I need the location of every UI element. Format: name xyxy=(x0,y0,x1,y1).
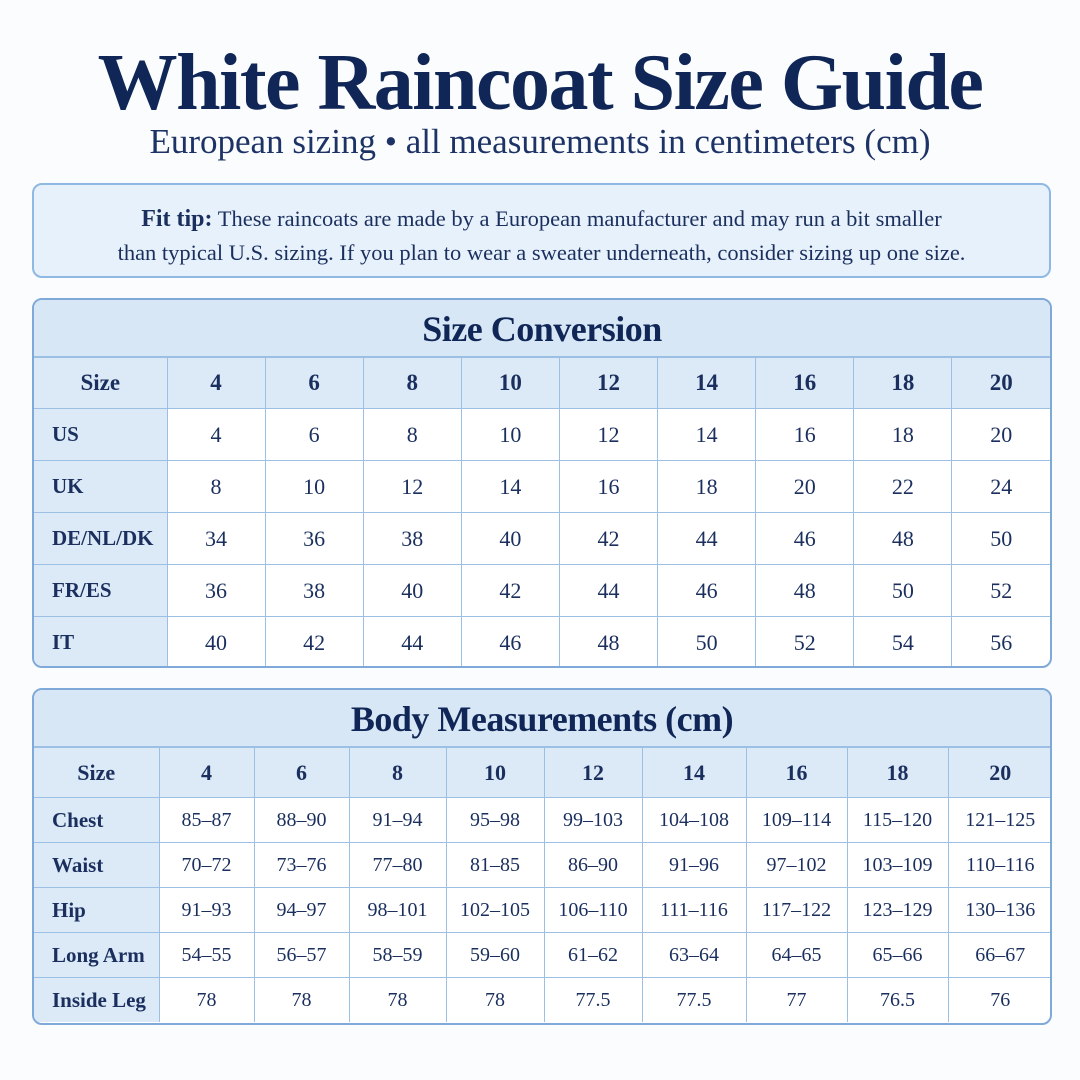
measurement-cell: 117–122 xyxy=(746,888,847,933)
measurement-cell: 88–90 xyxy=(254,798,349,843)
conversion-size-column-header: 16 xyxy=(756,358,854,409)
conversion-size-column-header: 14 xyxy=(658,358,756,409)
measurement-cell: 78 xyxy=(159,978,254,1023)
measurement-size-column-header: 20 xyxy=(948,748,1052,798)
conversion-cell: 54 xyxy=(854,617,952,669)
measurement-cell: 66–67 xyxy=(948,933,1052,978)
measurement-cell: 73–76 xyxy=(254,843,349,888)
conversion-row xyxy=(34,461,1050,513)
measurement-cell: 76.5 xyxy=(847,978,948,1023)
measurement-cell: 104–108 xyxy=(642,798,746,843)
measurement-size-column-header: 12 xyxy=(544,748,642,798)
conversion-row-label: FR/ES xyxy=(34,565,167,617)
conversion-cell: 14 xyxy=(461,461,559,513)
conversion-row xyxy=(34,617,1050,669)
conversion-cell: 6 xyxy=(265,409,363,461)
measurement-cell: 121–125 xyxy=(948,798,1052,843)
conversion-cell: 36 xyxy=(265,513,363,565)
conversion-cell: 10 xyxy=(265,461,363,513)
measurement-row xyxy=(34,888,1052,933)
measurement-cell: 63–64 xyxy=(642,933,746,978)
measurement-row-label: Chest xyxy=(34,798,159,843)
measurement-cell: 95–98 xyxy=(446,798,544,843)
conversion-row xyxy=(34,565,1050,617)
measurement-size-column-header: 8 xyxy=(349,748,446,798)
size-conversion-table xyxy=(34,358,1050,668)
conversion-cell: 12 xyxy=(363,461,461,513)
conversion-cell: 52 xyxy=(756,617,854,669)
conversion-header-row xyxy=(34,358,1050,409)
size-conversion-panel xyxy=(32,298,1052,668)
conversion-cell: 4 xyxy=(167,409,265,461)
measurement-size-column-header: 14 xyxy=(642,748,746,798)
conversion-cell: 36 xyxy=(167,565,265,617)
measurement-cell: 77.5 xyxy=(642,978,746,1023)
conversion-cell: 42 xyxy=(461,565,559,617)
measurement-cell: 65–66 xyxy=(847,933,948,978)
measurement-cell: 91–94 xyxy=(349,798,446,843)
conversion-cell: 20 xyxy=(756,461,854,513)
conversion-cell: 42 xyxy=(559,513,657,565)
conversion-size-column-header: 20 xyxy=(952,358,1050,409)
body-measurements-title: Body Measurements (cm) xyxy=(34,690,1050,748)
conversion-cell: 18 xyxy=(854,409,952,461)
measurement-cell: 98–101 xyxy=(349,888,446,933)
measurement-cell: 77–80 xyxy=(349,843,446,888)
measurement-cell: 123–129 xyxy=(847,888,948,933)
measurement-cell: 54–55 xyxy=(159,933,254,978)
body-measurements-table xyxy=(34,748,1052,1022)
conversion-size-column-header: 18 xyxy=(854,358,952,409)
conversion-cell: 48 xyxy=(854,513,952,565)
measurement-cell: 64–65 xyxy=(746,933,847,978)
conversion-row-label: IT xyxy=(34,617,167,669)
measurement-cell: 81–85 xyxy=(446,843,544,888)
conversion-cell: 46 xyxy=(461,617,559,669)
measurement-size-column-header: 16 xyxy=(746,748,847,798)
conversion-size-header: Size xyxy=(34,358,167,409)
conversion-cell: 8 xyxy=(167,461,265,513)
measurement-size-column-header: 18 xyxy=(847,748,948,798)
conversion-size-column-header: 10 xyxy=(461,358,559,409)
conversion-size-column-header: 8 xyxy=(363,358,461,409)
conversion-row xyxy=(34,409,1050,461)
conversion-cell: 50 xyxy=(952,513,1050,565)
size-conversion-title: Size Conversion xyxy=(34,300,1050,358)
measurement-cell: 59–60 xyxy=(446,933,544,978)
conversion-cell: 48 xyxy=(559,617,657,669)
measurement-cell: 106–110 xyxy=(544,888,642,933)
conversion-cell: 50 xyxy=(854,565,952,617)
measurement-header-row xyxy=(34,748,1052,798)
conversion-cell: 8 xyxy=(363,409,461,461)
measurement-cell: 61–62 xyxy=(544,933,642,978)
conversion-cell: 40 xyxy=(167,617,265,669)
conversion-cell: 44 xyxy=(559,565,657,617)
measurement-size-column-header: 6 xyxy=(254,748,349,798)
measurement-cell: 91–96 xyxy=(642,843,746,888)
measurement-row-label: Waist xyxy=(34,843,159,888)
conversion-size-column-header: 6 xyxy=(265,358,363,409)
conversion-cell: 40 xyxy=(363,565,461,617)
conversion-row xyxy=(34,513,1050,565)
fit-tip-line-2: than typical U.S. sizing. If you plan to wear a sweater underneath, consider sizing up one size. xyxy=(117,240,966,265)
fit-tip-line-1: These raincoats are made by a European manufacturer and may run a bit smaller xyxy=(217,206,942,231)
measurement-cell: 115–120 xyxy=(847,798,948,843)
conversion-cell: 44 xyxy=(658,513,756,565)
conversion-cell: 48 xyxy=(756,565,854,617)
measurement-row xyxy=(34,978,1052,1023)
measurement-cell: 56–57 xyxy=(254,933,349,978)
conversion-row-label: UK xyxy=(34,461,167,513)
measurement-cell: 78 xyxy=(349,978,446,1023)
measurement-cell: 99–103 xyxy=(544,798,642,843)
conversion-cell: 56 xyxy=(952,617,1050,669)
conversion-cell: 52 xyxy=(952,565,1050,617)
measurement-cell: 77.5 xyxy=(544,978,642,1023)
measurement-size-column-header: 10 xyxy=(446,748,544,798)
conversion-cell: 34 xyxy=(167,513,265,565)
measurement-cell: 110–116 xyxy=(948,843,1052,888)
measurement-size-header: Size xyxy=(34,748,159,798)
conversion-cell: 16 xyxy=(756,409,854,461)
measurement-cell: 97–102 xyxy=(746,843,847,888)
conversion-cell: 18 xyxy=(658,461,756,513)
measurement-row xyxy=(34,933,1052,978)
conversion-cell: 50 xyxy=(658,617,756,669)
conversion-cell: 46 xyxy=(658,565,756,617)
conversion-cell: 10 xyxy=(461,409,559,461)
page-subtitle: European sizing • all measurements in centimeters (cm) xyxy=(149,122,931,161)
measurement-cell: 77 xyxy=(746,978,847,1023)
conversion-row-label: US xyxy=(34,409,167,461)
conversion-cell: 22 xyxy=(854,461,952,513)
fit-tip-label: Fit tip: xyxy=(141,206,213,232)
measurement-cell: 109–114 xyxy=(746,798,847,843)
measurement-cell: 85–87 xyxy=(159,798,254,843)
measurement-row-label: Inside Leg xyxy=(34,978,159,1023)
measurement-cell: 70–72 xyxy=(159,843,254,888)
measurement-cell: 78 xyxy=(446,978,544,1023)
conversion-cell: 20 xyxy=(952,409,1050,461)
conversion-cell: 12 xyxy=(559,409,657,461)
measurement-cell: 111–116 xyxy=(642,888,746,933)
conversion-cell: 42 xyxy=(265,617,363,669)
body-measurements-panel xyxy=(32,688,1052,1025)
page-title: White Raincoat Size Guide xyxy=(97,39,983,127)
measurement-row xyxy=(34,843,1052,888)
measurement-cell: 91–93 xyxy=(159,888,254,933)
measurement-cell: 76 xyxy=(948,978,1052,1023)
measurement-row-label: Long Arm xyxy=(34,933,159,978)
conversion-cell: 40 xyxy=(461,513,559,565)
measurement-size-column-header: 4 xyxy=(159,748,254,798)
conversion-cell: 16 xyxy=(559,461,657,513)
measurement-cell: 86–90 xyxy=(544,843,642,888)
conversion-cell: 44 xyxy=(363,617,461,669)
conversion-size-column-header: 12 xyxy=(559,358,657,409)
fit-tip-box xyxy=(32,183,1051,278)
conversion-size-column-header: 4 xyxy=(167,358,265,409)
measurement-cell: 94–97 xyxy=(254,888,349,933)
conversion-cell: 38 xyxy=(363,513,461,565)
measurement-cell: 102–105 xyxy=(446,888,544,933)
measurement-row-label: Hip xyxy=(34,888,159,933)
measurement-cell: 78 xyxy=(254,978,349,1023)
measurement-cell: 130–136 xyxy=(948,888,1052,933)
measurement-cell: 103–109 xyxy=(847,843,948,888)
measurement-cell: 58–59 xyxy=(349,933,446,978)
measurement-row xyxy=(34,798,1052,843)
conversion-row-label: DE/NL/DK xyxy=(34,513,167,565)
conversion-cell: 46 xyxy=(756,513,854,565)
conversion-cell: 24 xyxy=(952,461,1050,513)
conversion-cell: 14 xyxy=(658,409,756,461)
conversion-cell: 38 xyxy=(265,565,363,617)
